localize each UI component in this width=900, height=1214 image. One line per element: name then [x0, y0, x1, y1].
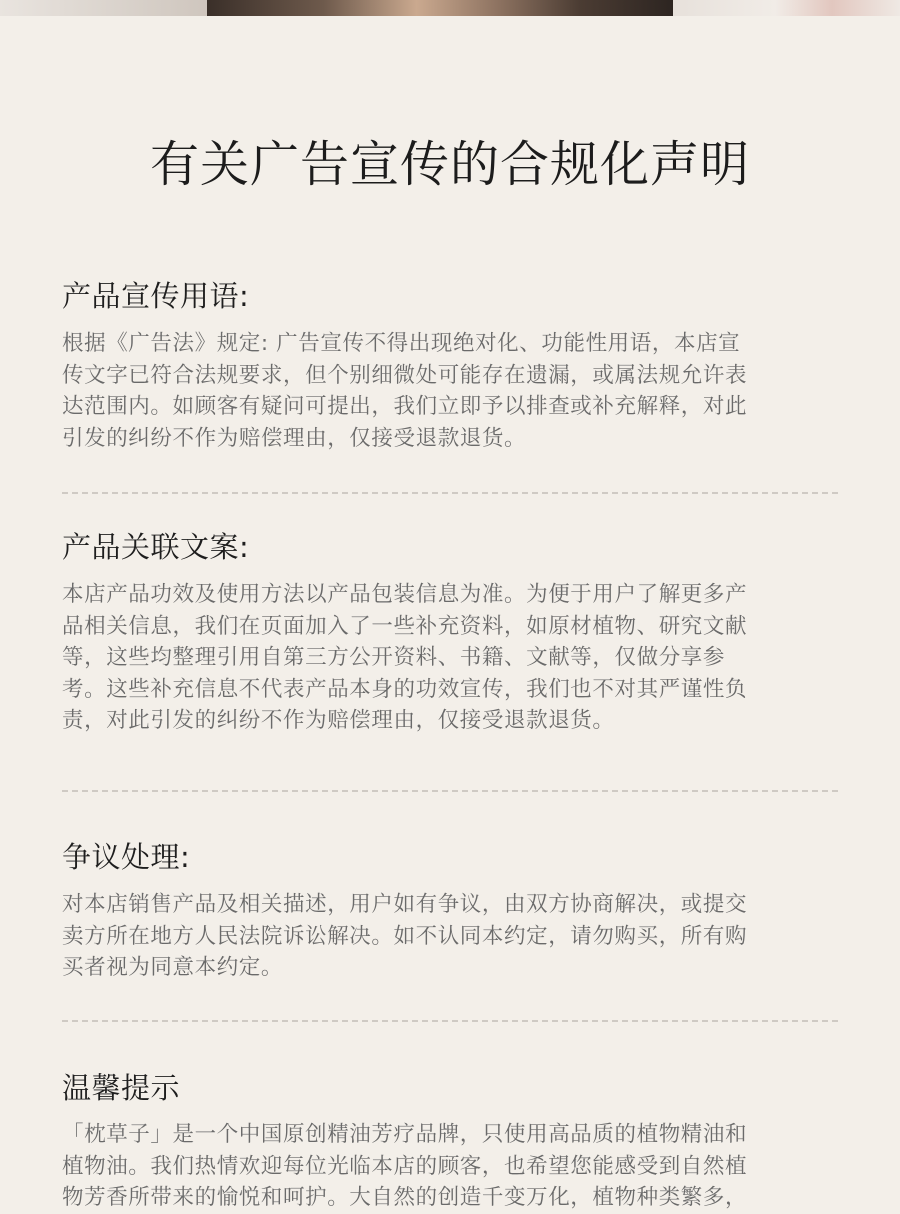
section-tips	[62, 1068, 852, 1214]
section-heading: 产品宣传用语:	[62, 279, 250, 313]
section-body: 对本店销售产品及相关描述，用户如有争议，由双方协商解决，或提交 卖方所在地方人民法院诉讼解决。如不认同本约定，请勿购买，所有购 买者视为同意本约定。	[62, 892, 748, 980]
section-body: 「枕草子」是一个中国原创精油芳疗品牌，只使用高品质的植物精油和 植物油。我们热情欢迎每位光临本店的顾客，也希望您能感受到自然植 物芳香所带来的愉悦和呵护。大自然的创造千变万化，植物种类繁多，	[62, 1122, 748, 1210]
section-related-copy	[62, 527, 852, 737]
photo-left	[0, 0, 207, 16]
photo-center	[207, 0, 673, 16]
section-heading: 产品关联文案:	[62, 530, 250, 564]
divider	[62, 1020, 838, 1022]
divider	[62, 492, 838, 494]
page-title: 有关广告宣传的合规化声明	[149, 136, 750, 193]
section-heading: 争议处理:	[62, 840, 191, 874]
top-photo-strip	[0, 0, 900, 16]
section-heading: 温馨提示	[62, 1071, 181, 1105]
section-body: 本店产品功效及使用方法以产品包装信息为准。为便于用户了解更多产 品相关信息，我们在页面加入了一些补充资料，如原材植物、研究文献 等，这些均整理引用自第三方公开资料、书籍、文献等，仅做分享参 考。这些补充信息不代表产品本身的功效宣传，我们也不对其严谨性负 责，对此引发的纠纷不作为赔偿理由，仅接受退款退货。	[62, 582, 748, 733]
divider	[62, 790, 838, 792]
photo-right	[673, 0, 900, 16]
section-body: 根据《广告法》规定: 广告宣传不得出现绝对化、功能性用语，本店宣 传文字已符合法规要求，但个别细微处可能存在遗漏，或属法规允许表 达范围内。如顾客有疑问可提出，我们立即予以排查或补充解释，对此 引发的纠纷不作为赔偿理由，仅接受退款退货。	[62, 331, 748, 451]
section-product-wording	[62, 276, 852, 454]
section-dispute	[62, 837, 852, 984]
